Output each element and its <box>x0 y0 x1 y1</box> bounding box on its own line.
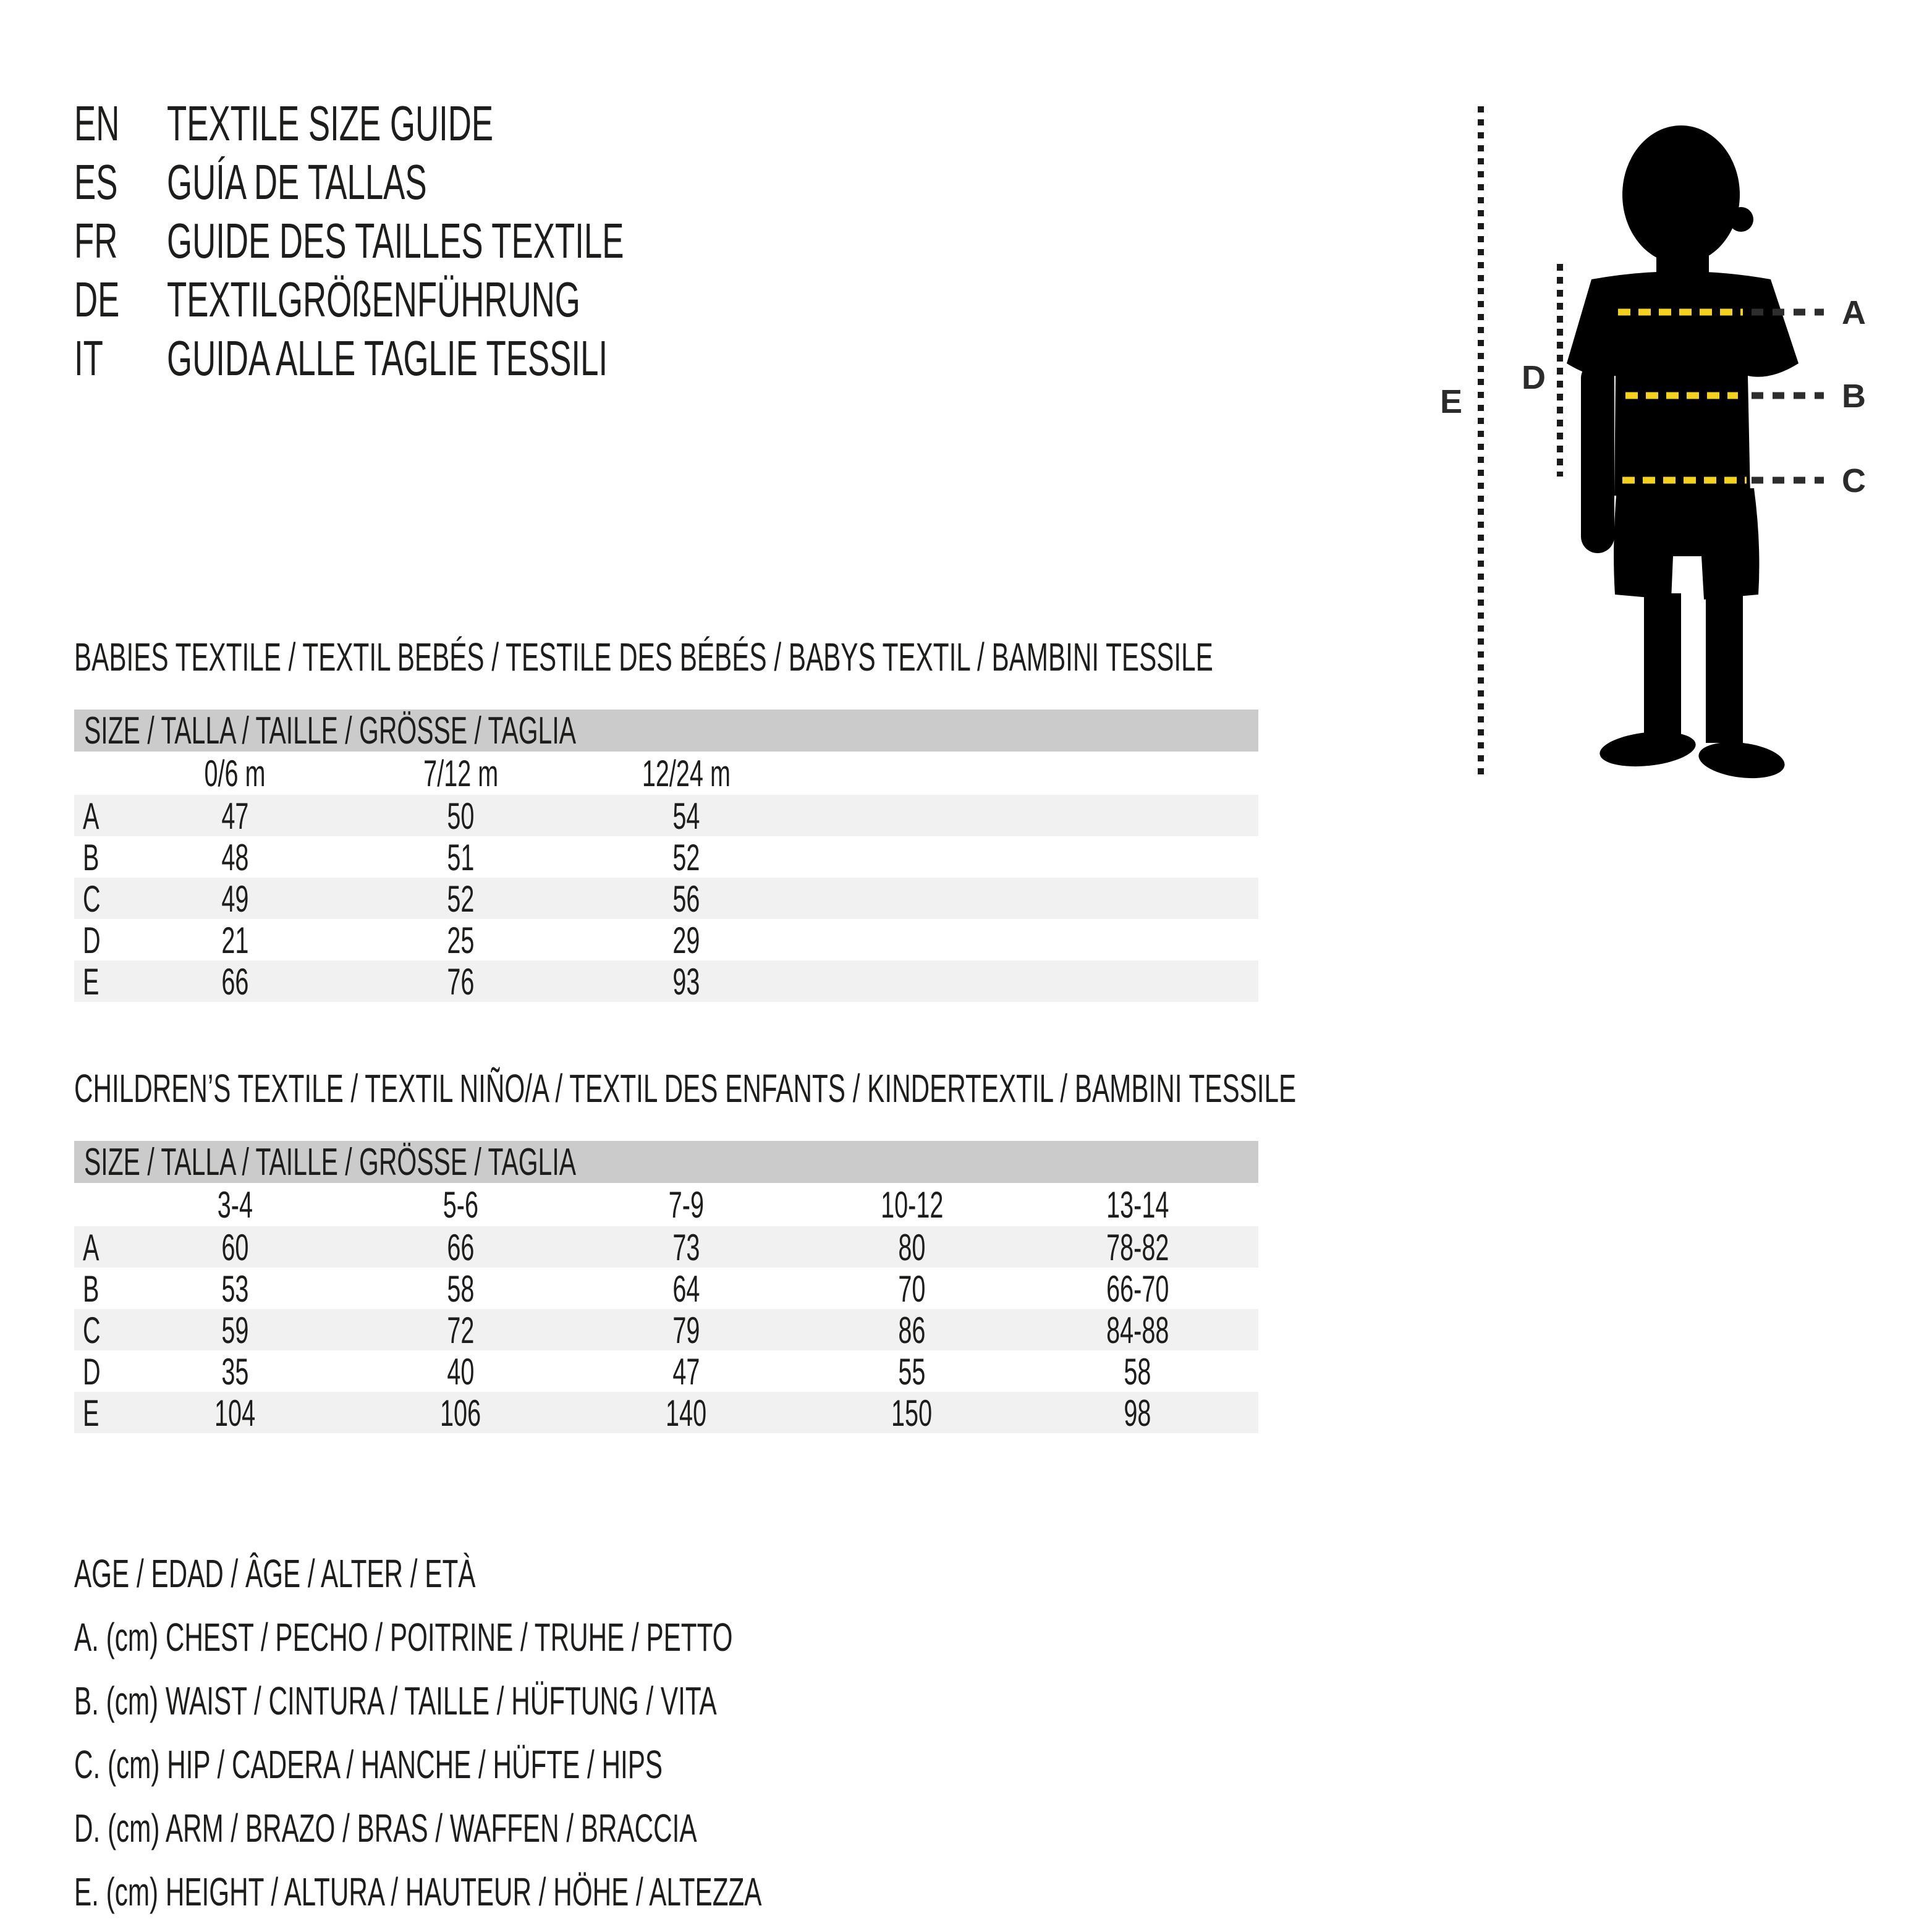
silhouette-arm <box>1581 362 1614 553</box>
row-label: A <box>83 795 100 837</box>
cell-value: 72 <box>447 1310 475 1351</box>
legend-age-line <box>74 1541 1116 1605</box>
cell-value: 150 <box>891 1392 933 1434</box>
cell-value: 53 <box>221 1268 249 1310</box>
children-size-header-bar <box>74 1141 1258 1183</box>
figure-label-d: D <box>1522 359 1546 396</box>
children-row-a <box>74 1226 1258 1268</box>
figure-label-c: C <box>1842 462 1866 499</box>
cell-value: 64 <box>672 1268 700 1310</box>
babies-section-heading <box>74 635 1800 679</box>
cell-value: 40 <box>447 1351 475 1392</box>
lang-title-en: TEXTILE SIZE GUIDE <box>167 95 494 151</box>
legend-waist-line <box>74 1669 1116 1732</box>
babies-size-header-text: SIZE / TALLA / TAILLE / GRÖSSE / TAGLIA <box>84 709 576 752</box>
language-title-list <box>74 94 859 388</box>
lang-row-es <box>74 153 859 211</box>
cell-value: 80 <box>898 1227 926 1268</box>
legend-text: AGE / EDAD / ÂGE / ALTER / ETÀ <box>74 1551 476 1596</box>
cell-value: 51 <box>447 837 475 878</box>
cell-value: 60 <box>221 1227 249 1268</box>
row-label: B <box>83 1268 100 1310</box>
cell-value: 52 <box>447 878 475 920</box>
babies-row-a <box>74 795 1258 836</box>
cell-value: 98 <box>1124 1392 1151 1434</box>
cell-value: 54 <box>672 795 700 837</box>
legend-text: E. (cm) HEIGHT / ALTURA / HAUTEUR / HÖHE / ALTEZZA <box>74 1869 762 1914</box>
cell-value: 25 <box>447 920 475 961</box>
babies-column-header-row <box>74 752 1258 795</box>
children-row-e <box>74 1392 1258 1433</box>
child-silhouette-icon <box>1567 125 1799 782</box>
cell-value: 50 <box>447 795 475 837</box>
lang-code-it: IT <box>74 330 103 386</box>
legend-chest-line <box>74 1605 1116 1669</box>
cell-value: 70 <box>898 1268 926 1310</box>
figure-label-a: A <box>1842 294 1866 331</box>
cell-value: 86 <box>898 1310 926 1351</box>
children-size-header-text: SIZE / TALLA / TAILLE / GRÖSSE / TAGLIA <box>84 1140 576 1184</box>
lang-row-it <box>74 329 859 388</box>
row-label: A <box>83 1227 100 1268</box>
cell-value: 56 <box>672 878 700 920</box>
lang-code-de: DE <box>74 271 120 327</box>
cell-value: 76 <box>447 961 475 1002</box>
row-label: D <box>83 1351 101 1392</box>
cell-value: 47 <box>672 1351 700 1392</box>
legend-text: D. (cm) ARM / BRAZO / BRAS / WAFFEN / BRACCIA <box>74 1805 697 1850</box>
legend-text: A. (cm) CHEST / PECHO / POITRINE / TRUHE / PETTO <box>74 1614 733 1659</box>
children-row-b <box>74 1268 1258 1309</box>
babies-col-0-6m: 0/6 m <box>204 752 266 794</box>
measurement-diagram <box>1409 93 1932 803</box>
children-col-3-4: 3-4 <box>217 1184 253 1226</box>
lang-title-it: GUIDA ALLE TAGLIE TESSILI <box>167 330 608 386</box>
babies-size-table <box>74 710 1258 1002</box>
cell-value: 59 <box>221 1310 249 1351</box>
cell-value: 106 <box>440 1392 481 1434</box>
silhouette-shorts <box>1614 488 1759 600</box>
babies-row-e <box>74 960 1258 1002</box>
silhouette-left-foot <box>1598 727 1698 771</box>
row-label: C <box>83 878 101 920</box>
cell-value: 79 <box>672 1310 700 1351</box>
children-section-heading <box>74 1067 1926 1110</box>
row-label: D <box>83 920 101 961</box>
babies-heading-text: BABIES TEXTILE / TEXTIL BEBÉS / TESTILE DES BÉBÉS / BABYS TEXTIL / BAMBINI TESSILE <box>74 635 1213 679</box>
row-label: B <box>83 837 100 878</box>
legend-arm-line <box>74 1796 1116 1860</box>
babies-row-c <box>74 878 1258 919</box>
cell-value: 104 <box>214 1392 256 1434</box>
babies-col-12-24m: 12/24 m <box>642 752 731 794</box>
row-label: E <box>83 1392 100 1434</box>
legend-text: B. (cm) WAIST / CINTURA / TAILLE / HÜFTUNG / VITA <box>74 1678 717 1723</box>
legend-height-line <box>74 1860 1116 1923</box>
children-col-10-12: 10-12 <box>880 1184 944 1226</box>
babies-row-b <box>74 836 1258 878</box>
cell-value: 58 <box>1124 1351 1151 1392</box>
cell-value: 93 <box>672 961 700 1002</box>
cell-value: 66-70 <box>1106 1268 1169 1310</box>
cell-value: 66 <box>221 961 249 1002</box>
legend-hip-line <box>74 1732 1116 1796</box>
cell-value: 66 <box>447 1227 475 1268</box>
cell-value: 55 <box>898 1351 926 1392</box>
children-row-c <box>74 1309 1258 1350</box>
cell-value: 140 <box>666 1392 707 1434</box>
silhouette-right-foot <box>1697 738 1787 783</box>
lang-code-es: ES <box>74 154 118 210</box>
cell-value: 47 <box>221 795 249 837</box>
babies-col-7-12m: 7/12 m <box>423 752 499 794</box>
measurement-legend <box>74 1541 1116 1923</box>
cell-value: 58 <box>447 1268 475 1310</box>
lang-title-fr: GUIDE DES TAILLES TEXTILE <box>167 213 624 268</box>
cell-value: 35 <box>221 1351 249 1392</box>
babies-size-header-bar <box>74 710 1258 752</box>
lang-title-es: GUÍA DE TALLAS <box>167 154 427 210</box>
silhouette-ear <box>1729 207 1753 232</box>
cell-value: 78-82 <box>1106 1227 1169 1268</box>
row-label: E <box>83 961 100 1002</box>
children-heading-text: CHILDREN’S TEXTILE / TEXTIL NIÑO/A / TEXTIL DES ENFANTS / KINDERTEXTIL / BAMBINI TESSILE <box>74 1066 1297 1111</box>
cell-value: 49 <box>221 878 249 920</box>
lang-row-fr <box>74 211 859 270</box>
row-label: C <box>83 1310 101 1351</box>
figure-label-b: B <box>1842 378 1866 415</box>
children-size-table <box>74 1141 1258 1433</box>
figure-label-e: E <box>1440 383 1463 420</box>
children-col-5-6: 5-6 <box>443 1184 479 1226</box>
lang-title-de: TEXTILGRÖßENFÜHRUNG <box>167 271 580 327</box>
babies-row-d <box>74 919 1258 960</box>
cell-value: 52 <box>672 837 700 878</box>
children-col-7-9: 7-9 <box>668 1184 705 1226</box>
cell-value: 21 <box>221 920 249 961</box>
children-column-header-row <box>74 1183 1258 1226</box>
children-col-13-14: 13-14 <box>1106 1184 1169 1226</box>
lang-row-de <box>74 270 859 329</box>
cell-value: 48 <box>221 837 249 878</box>
children-row-d <box>74 1350 1258 1392</box>
legend-text: C. (cm) HIP / CADERA / HANCHE / HÜFTE / HIPS <box>74 1742 663 1787</box>
lang-row-en <box>74 94 859 153</box>
cell-value: 73 <box>672 1227 700 1268</box>
cell-value: 29 <box>672 920 700 961</box>
lang-code-fr: FR <box>74 213 118 268</box>
lang-code-en: EN <box>74 95 120 151</box>
cell-value: 84-88 <box>1106 1310 1169 1351</box>
